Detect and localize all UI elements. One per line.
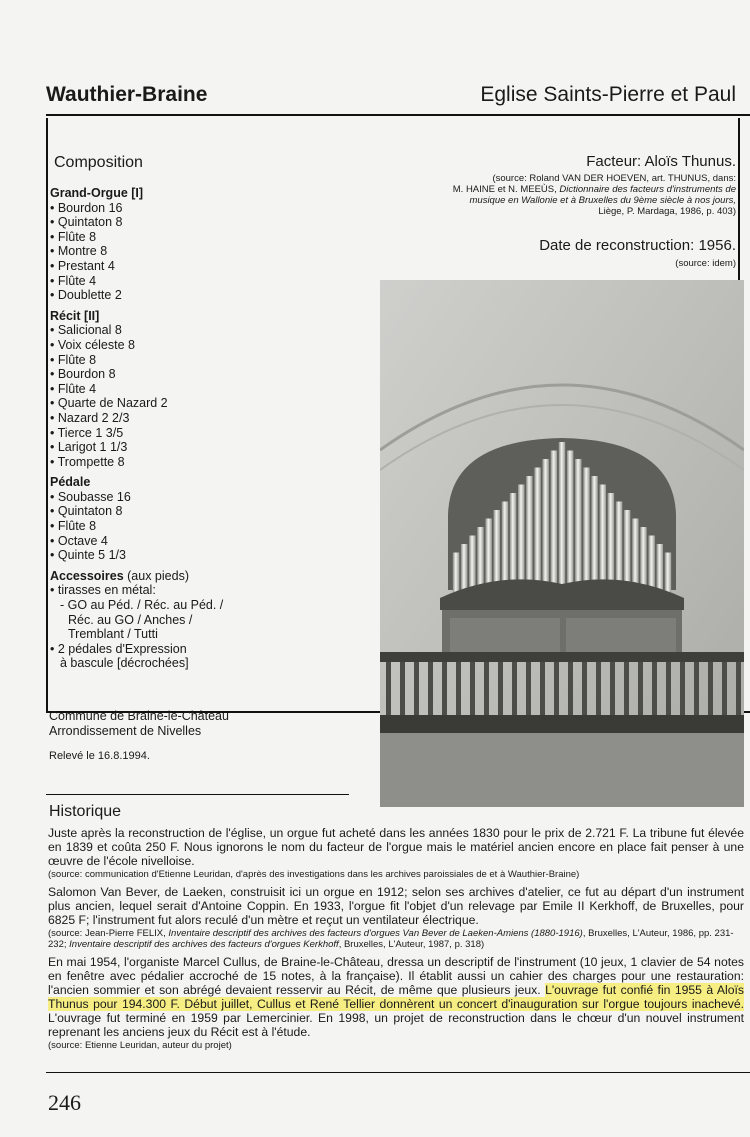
organ-pipe [640,527,647,592]
historique-source: (source: Jean-Pierre FELIX, Inventaire descriptif des archives des facteurs d'orgues Van Bever de Laeken-Amiens (1880-1916), Bruxelles, L'Auteur, 1986, pp. 231-232; Inventaire descriptif des archives des facteurs d'orgues Kerkhoff, Bruxelles, L'Auteur, 1987, p. 318) [48,928,734,950]
stop-item: • Quintaton 8 [50,215,123,230]
church-title: Eglise Saints-Pierre et Paul [480,83,736,106]
organ-pipe [559,442,566,592]
stop-item: • Tierce 1 3/5 [50,425,124,440]
recit-stops [50,323,380,469]
historique-paragraph: Salomon Van Bever, de Laeken, construisit ici un orgue en 1912; selon ses archives d'atelier, ce fut au départ d'un instrument plus ancien, lequel serait d'Antoine Coppin. En 1933, l'orgue fit l'objet d'un relevage par Emile II Kerkhoff, de Bruxelles, pour 6825 F; l'instrument fut alors reculé d'un mètre et reçut un ventilateur électrique. [48,885,744,927]
page-number: 246 [48,1090,81,1115]
stop-item: • Flûte 8 [50,519,97,534]
stop-item: • Doublette 2 [50,288,122,303]
grand-orgue-heading: Grand-Orgue [I] [50,186,144,200]
accessory-line: Tremblant / Tutti [68,627,158,642]
balustrade-post [386,662,391,715]
organ-photo [380,280,744,807]
organ-pipe [616,502,623,593]
stop-item: • Bourdon 8 [50,367,116,382]
balustrade-post [638,662,643,715]
stop-item: • Trompette 8 [50,454,125,469]
historique-heading: Historique [49,803,122,820]
organ-pipe [477,527,484,592]
balustrade-post [470,662,475,715]
organ-pipe [510,493,517,592]
stop-item: • Prestant 4 [50,258,115,273]
frame-left-rule [46,118,48,713]
balustrade-post [400,662,405,715]
organ-pipe [583,468,590,593]
date-source: (source: idem) [675,258,736,269]
organ-pipe [665,553,672,593]
balustrade-post [680,662,685,715]
balustrade-post [554,662,559,715]
organ-pipe [526,476,533,592]
organ-pipe [575,459,582,592]
historique-paragraph: Juste après la reconstruction de l'église, un orgue fut acheté dans les années 1830 pour le prix de 2.721 F. La tribune fut élevée en 1839 et coûta 250 F. Nous ignorons le nom du facteur de l'orgue mais le matériel ancien encore en place fait penser à une œuvre de l'école nivelloise. [48,826,744,868]
stop-item: • Bourdon 16 [50,200,123,215]
accessory-line: - GO au Péd. / Réc. au Péd. / [60,598,224,613]
organ-builder: Facteur: Aloïs Thunus. [586,153,736,170]
builder-source: (source: Roland VAN DER HOEVEN, art. THUNUS, dans: M. HAINE et N. MEEÙS, Dictionnaire des facteurs d'instruments de musique en Wallonie et à Bruxelles du 9ème siècle à nos jours, Liège, P. Mardaga, 1986, p. 403) [452,173,736,217]
organ-pipe [494,510,501,592]
accessory-line: • tirasses en métal: [50,583,156,598]
header-rule [46,114,750,116]
composition-heading: Composition [54,154,143,171]
organ-pipe [453,553,460,593]
arrondissement: Arrondissement de Nivelles [49,724,202,738]
balustrade-post [610,662,615,715]
stop-item: • Quarte de Nazard 2 [50,396,168,411]
pedale-stops [50,490,380,563]
stop-item: • Salicional 8 [50,323,122,338]
pedale-heading: Pédale [50,475,91,490]
stop-item: • Nazard 2 2/3 [50,410,130,425]
highlighted-passage: L'ouvrage fut confié fin 1955 à Aloïs Thunus pour 194.300 F. Début juillet, Cullus et René Tellier donnèrent un concert d'inauguration sur l'orgue toujours inachevé. [48,983,744,1011]
balustrade-post [512,662,517,715]
stop-item: • Flûte 4 [50,381,97,396]
balustrade-post [736,662,741,715]
balustrade-post [666,662,671,715]
balustrade-post [722,662,727,715]
recit-heading: Récit [II] [50,308,100,323]
accessoires-list [50,583,380,671]
location-title: Wauthier-Braine [46,83,208,106]
balustrade-post [694,662,699,715]
stop-item: • Quinte 5 1/3 [50,548,126,563]
balustrade-post [582,662,587,715]
stop-item: • Montre 8 [50,244,108,259]
grand-orgue-stops [50,201,380,303]
stop-item: • Flûte 8 [50,229,97,244]
stop-item: • Soubasse 16 [50,489,131,504]
historique-text [48,826,744,1051]
accessoires-heading: Accessoires (aux pieds) [50,568,189,583]
balustrade-post [414,662,419,715]
organ-pipe [469,536,476,593]
organ-pipe [542,459,549,592]
organ-pipe [591,476,598,592]
accessory-line: à bascule [décrochées] [60,656,189,671]
organ-pipe [632,519,639,593]
organ-pipe [648,536,655,593]
stoplist [50,186,380,671]
organ-pipe [518,485,525,593]
organ-pipe [624,510,631,592]
balustrade-post [624,662,629,715]
organ-pipe [485,519,492,593]
stop-item: • Flûte 8 [50,352,97,367]
organ-pipe [567,451,574,593]
commune-name: Commune de Braine-le-Château [49,709,229,723]
balustrade-post [498,662,503,715]
reconstruction-date: Date de reconstruction: 1956. [539,237,736,254]
balustrade-post [568,662,573,715]
footer-rule [46,1072,750,1073]
balustrade-post [540,662,545,715]
historique-paragraph: En mai 1954, l'organiste Marcel Cullus, de Braine-le-Château, dressa un descriptif de l'instrument (10 jeux, 1 clavier de 54 notes en fenêtre avec pédalier accroché de 15 notes, à la française). Il établit aussi un cahier des charges pour une restauration: l'ancien sommier et son abrégé devaient resservir au Récit, de même que plusieurs jeux. L'ouvrage fut confié fin 1955 à Aloïs Thunus pour 194.300 F. Début juillet, Cullus et René Tellier donnèrent un concert d'inauguration sur l'orgue toujours inachevé. L'ouvrage fut terminé en 1959 par Lemercinier. En 1998, un projet de reconstruction dans le chœur d'un nouvel instrument reprenant les anciens jeux du Récit est à l'étude. [48,955,744,1039]
organ-pipe [657,544,664,592]
balustrade-post [708,662,713,715]
organ-pipe [600,485,607,593]
historique-rule [46,794,349,795]
organ-pipe [608,493,615,592]
stop-item: • Flûte 4 [50,273,97,288]
balustrade-post [484,662,489,715]
balustrade-post [652,662,657,715]
organ-pipe [502,502,509,593]
survey-date: Relevé le 16.8.1994. [49,750,150,762]
stop-item: • Larigot 1 1/3 [50,440,128,455]
balustrade-post [456,662,461,715]
commune-block [49,709,229,739]
organ-pipe [534,468,541,593]
balustrade-post [526,662,531,715]
balustrade-post [442,662,447,715]
historique-source: (source: communication d'Etienne Leuridan, d'après des investigations dans les archives paroissiales de et à Wauthier-Braine) [48,869,580,880]
stop-item: • Octave 4 [50,533,108,548]
historique-source: (source: Etienne Leuridan, auteur du projet) [48,1040,232,1051]
balustrade-post [596,662,601,715]
accessory-line: Réc. au GO / Anches / [68,612,193,627]
organ-pipe [551,451,558,593]
balustrade-post [428,662,433,715]
stop-item: • Quintaton 8 [50,504,123,519]
organ-pipe [461,544,468,592]
stop-item: • Voix céleste 8 [50,337,135,352]
accessory-line: • 2 pédales d'Expression [50,641,187,656]
